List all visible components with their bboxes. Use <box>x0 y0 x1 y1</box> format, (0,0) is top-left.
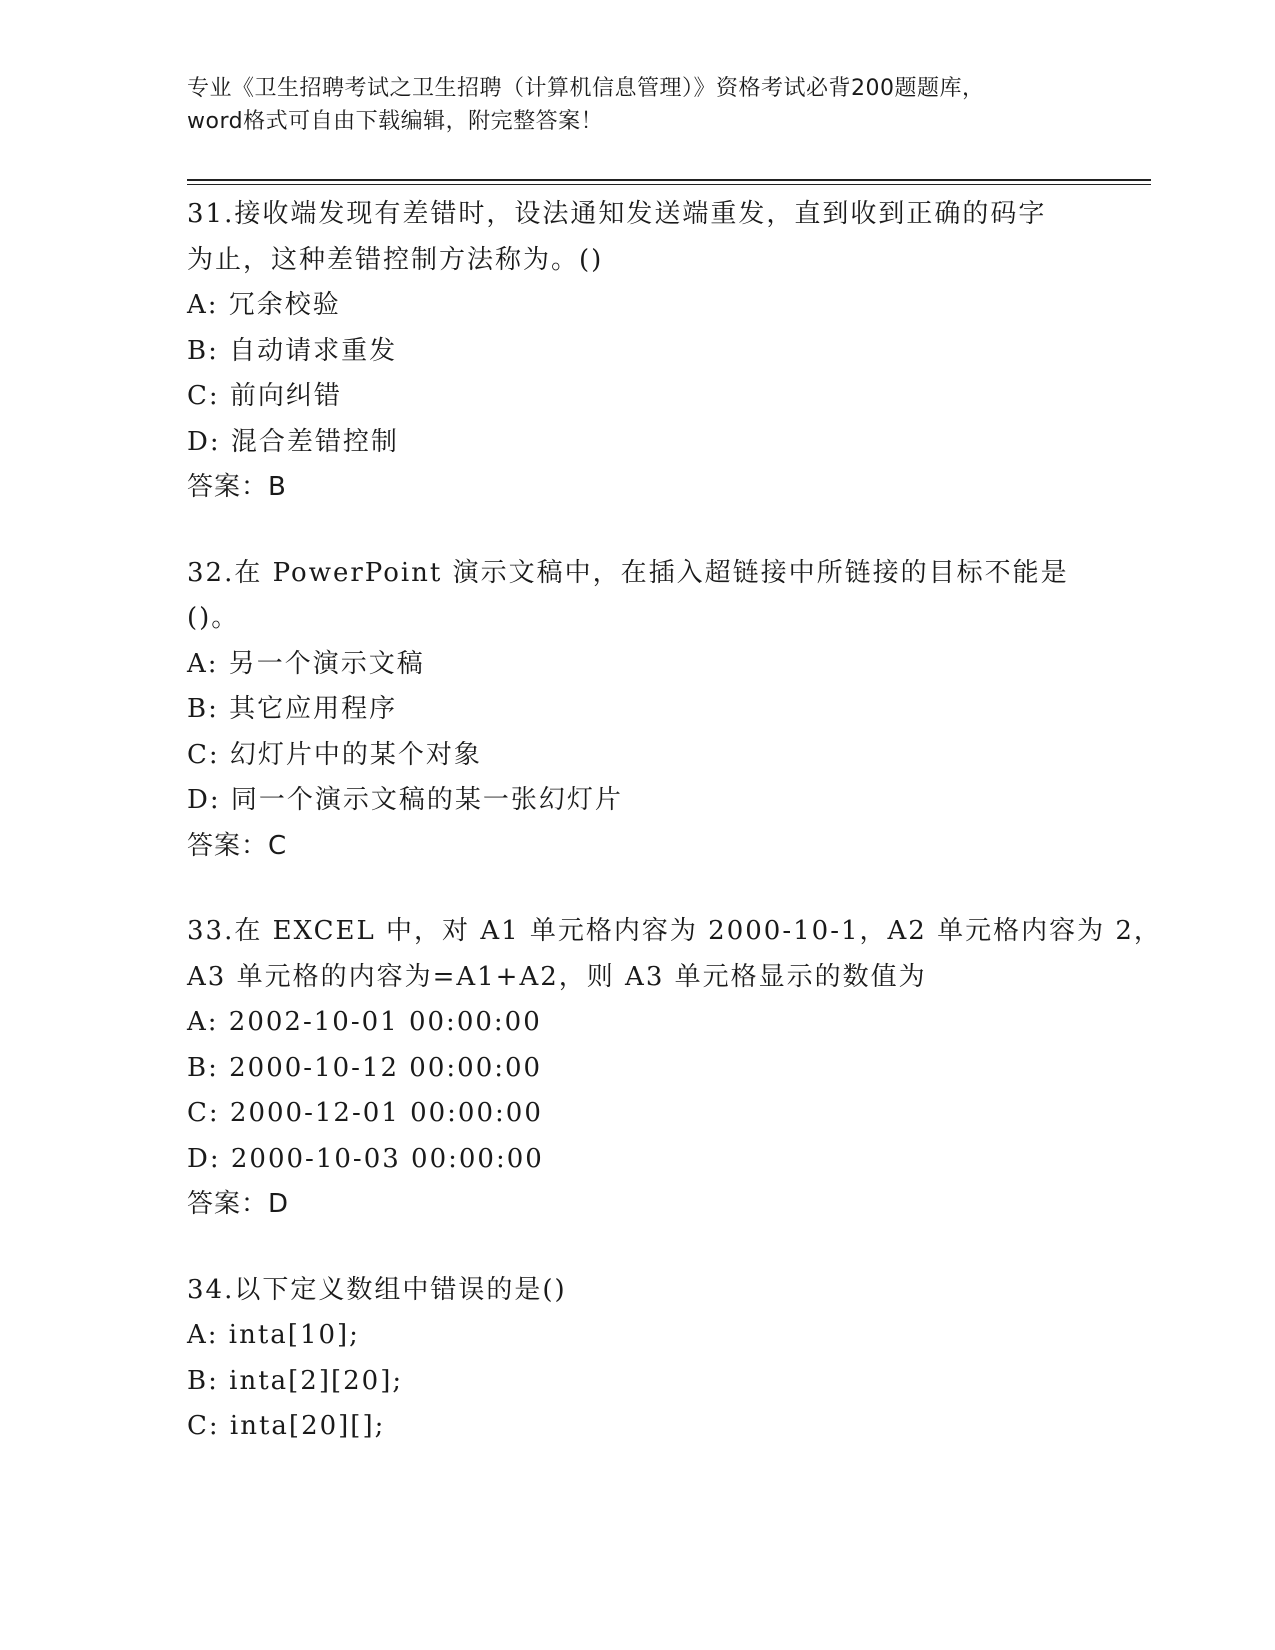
header-rule-bottom <box>187 184 1151 185</box>
document-header <box>187 72 1087 138</box>
question-text: 34.以下定义数组中错误的是() <box>187 1274 567 1305</box>
question-text: ()。 <box>187 603 240 633</box>
option-c: C: 幻灯片中的某个对象 <box>187 739 482 770</box>
option-a: A: 冗余校验 <box>187 290 341 320</box>
question-34 <box>187 1268 1087 1450</box>
question-text: 33.在 EXCEL 中，对 A1 单元格内容为 2000-10-1，A2 单元格内容为 2， <box>187 916 1162 946</box>
option-b: B: 自动请求重发 <box>187 335 398 366</box>
question-32 <box>187 551 1087 870</box>
option-b: B: inta[2][20]; <box>187 1365 404 1396</box>
option-d: D: 同一个演示文稿的某一张幻灯片 <box>187 785 623 815</box>
option-a: A: 另一个演示文稿 <box>187 648 425 679</box>
option-c: C: 前向纠错 <box>187 381 342 411</box>
option-a: A: inta[10]; <box>187 1320 360 1350</box>
answer: 答案：D <box>187 1189 290 1219</box>
option-d: D: 混合差错控制 <box>187 426 399 457</box>
option-c: C: 2000-12-01 00:00:00 <box>187 1098 543 1128</box>
question-text: 31.接收端发现有差错时，设法通知发送端重发，直到收到正确的码字 <box>187 199 1047 229</box>
question-list <box>187 192 1162 1490</box>
header-rule-top <box>187 179 1151 181</box>
option-d: D: 2000-10-03 00:00:00 <box>187 1143 544 1174</box>
answer: 答案：B <box>187 472 287 502</box>
answer: 答案：C <box>187 830 288 861</box>
question-text: A3 单元格的内容为=A1+A2，则 A3 单元格显示的数值为 <box>187 961 927 992</box>
option-a: A: 2002-10-01 00:00:00 <box>187 1007 542 1037</box>
question-31 <box>187 192 1087 511</box>
question-text: 32.在 PowerPoint 演示文稿中，在插入超链接中所链接的目标不能是 <box>187 557 1069 588</box>
question-33 <box>187 909 1162 1228</box>
header-line-2: word格式可自由下载编辑，附完整答案！ <box>187 109 604 134</box>
option-b: B: 2000-10-12 00:00:00 <box>187 1052 543 1083</box>
question-text: 为止，这种差错控制方法称为。() <box>187 244 604 275</box>
header-line-1: 专业《卫生招聘考试之卫生招聘（计算机信息管理）》资格考试必背200题题库， <box>187 76 985 101</box>
option-c: C: inta[20][]; <box>187 1411 386 1441</box>
option-b: B: 其它应用程序 <box>187 694 398 724</box>
